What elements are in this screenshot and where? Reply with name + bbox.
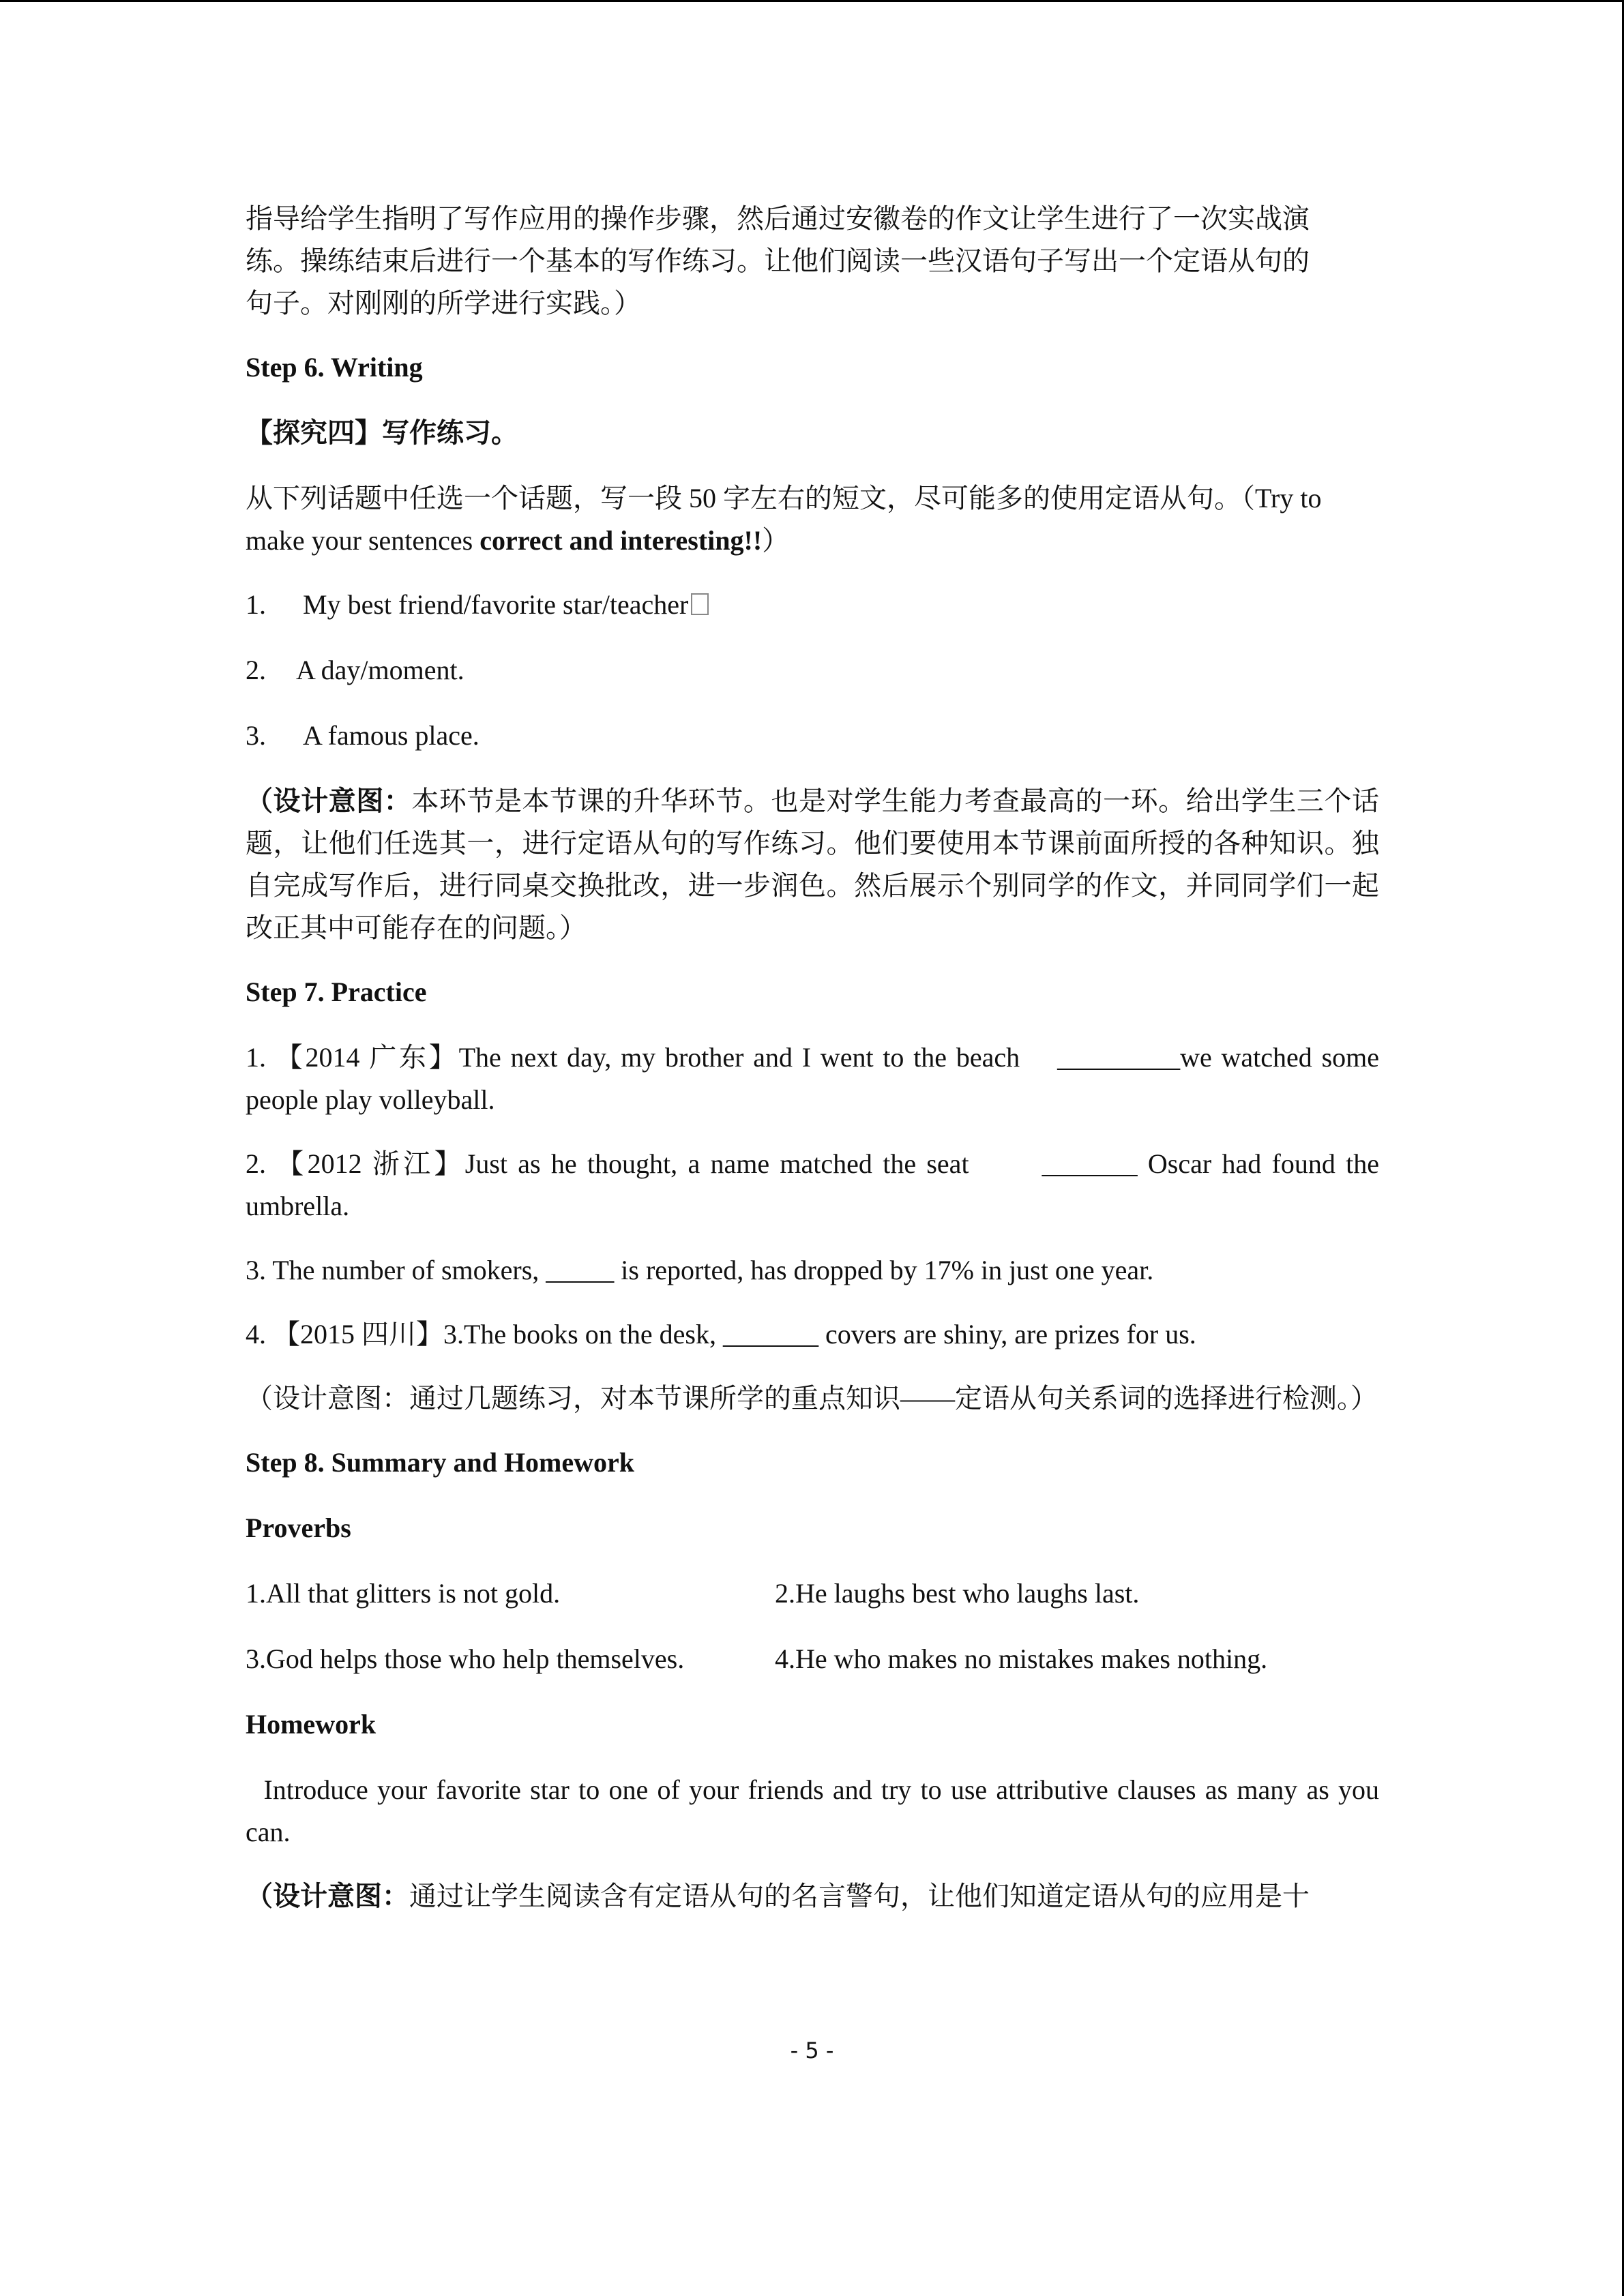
- homework-title: Homework: [246, 1709, 377, 1740]
- proverb-item: 3.God helps those who help themselves.: [246, 1643, 685, 1674]
- instruction-end: ）: [762, 525, 790, 556]
- homework-body: Introduce your favorite star to one of your friends and try to use attributive clauses as many as you can.: [246, 1774, 1379, 1847]
- homework-text: [246, 1769, 1379, 1853]
- proverb-item: 2.He laughs best who laughs last.: [775, 1578, 1140, 1609]
- topic-text: My best friend/favorite star/teacher: [303, 589, 689, 620]
- proverb-item: 4.He who makes no mistakes makes nothing.: [775, 1643, 1268, 1674]
- topic-item: [246, 584, 1379, 626]
- proverbs-row: [246, 1638, 1379, 1680]
- step6-design-intent: [246, 780, 1379, 949]
- step6-subtitle: 【探究四】写作练习。: [246, 417, 518, 448]
- question-text-end: Oscar had found the umbrella.: [246, 1148, 1379, 1221]
- intro-line-3: 句子。对刚刚的所学进行实践。）: [246, 288, 641, 318]
- design-label: （设计意图：: [246, 786, 412, 816]
- step6-title: Step 6. Writing: [246, 352, 423, 383]
- topic-number: 2.: [246, 655, 266, 685]
- step8-design-intent: [246, 1875, 1379, 1918]
- question-blank: _________: [1057, 1042, 1181, 1073]
- proverbs-row: [246, 1572, 1379, 1615]
- step7-design-intent: （设计意图：通过几题练习，对本节课所学的重点知识——定语从句关系词的选择进行检测。）: [246, 1383, 1378, 1414]
- intro-line-2: 练。操练结束后进行一个基本的写作练习。让他们阅读一些汉语句子写出一个定语从句的: [246, 245, 1310, 276]
- document-page: [246, 198, 1379, 1939]
- practice-question-3: 3. The number of smokers, _____ is reported, has dropped by 17% in just one year.: [246, 1255, 1154, 1285]
- design-text: 通过让学生阅读含有定语从句的名言警句，让他们知道定语从句的应用是十: [409, 1881, 1310, 1911]
- proverbs-title: Proverbs: [246, 1512, 351, 1543]
- topic-item: [246, 715, 1379, 757]
- intro-paragraph: [246, 198, 1379, 325]
- step6-instruction: [246, 477, 1379, 562]
- topic-item: [246, 649, 1379, 691]
- topic-number: 3.: [246, 720, 266, 751]
- step7-title: Step 7. Practice: [246, 976, 427, 1007]
- page-number: - 5 -: [790, 2038, 834, 2063]
- question-text: 1. 【2014 广东】The next day, my brother and I went to the beach: [246, 1042, 1020, 1073]
- topic-number: 1.: [246, 589, 266, 620]
- instruction-bold: correct and interesting!!: [479, 525, 763, 556]
- question-text-end: we watched some people play volleyball.: [246, 1042, 1379, 1115]
- topic-text: A famous place.: [303, 720, 479, 751]
- instruction-line-1: 从下列话题中任选一个话题，写一段 50 字左右的短文，尽可能多的使用定语从句。（Try to: [246, 483, 1322, 513]
- topic-text: A day/moment.: [296, 655, 464, 685]
- instruction-line-2: make your sentences: [246, 525, 480, 556]
- design-label: （设计意图：: [246, 1881, 409, 1911]
- checkbox-glyph-icon: [691, 593, 709, 615]
- intro-line-1: 指导给学生指明了写作应用的操作步骤，然后通过安徽卷的作文让学生进行了一次实战演: [246, 203, 1310, 234]
- design-text: 本环节是本节课的升华环节。也是对学生能力考查最高的一环。给出学生三个话题，让他们任选其一，进行定语从句的写作练习。他们要使用本节课前面所授的各种知识。独自完成写作后，进行同桌交换批改，进一步润色。然后展示个别同学的作文，并同同学们一起改正其中可能存在的问题。）: [246, 786, 1380, 943]
- step8-title: Step 8. Summary and Homework: [246, 1447, 635, 1478]
- question-text: 2. 【2012 浙江】Just as he thought, a name matched the seat: [246, 1148, 969, 1179]
- question-blank: _______: [1042, 1148, 1138, 1179]
- proverb-item: 1.All that glitters is not gold.: [246, 1578, 561, 1609]
- practice-question-4: 4. 【2015 四川】3.The books on the desk, _______ covers are shiny, are prizes for us.: [246, 1319, 1196, 1350]
- practice-question-1: [246, 1037, 1379, 1121]
- page-border-top: [0, 0, 1624, 2]
- practice-question-2: [246, 1143, 1379, 1227]
